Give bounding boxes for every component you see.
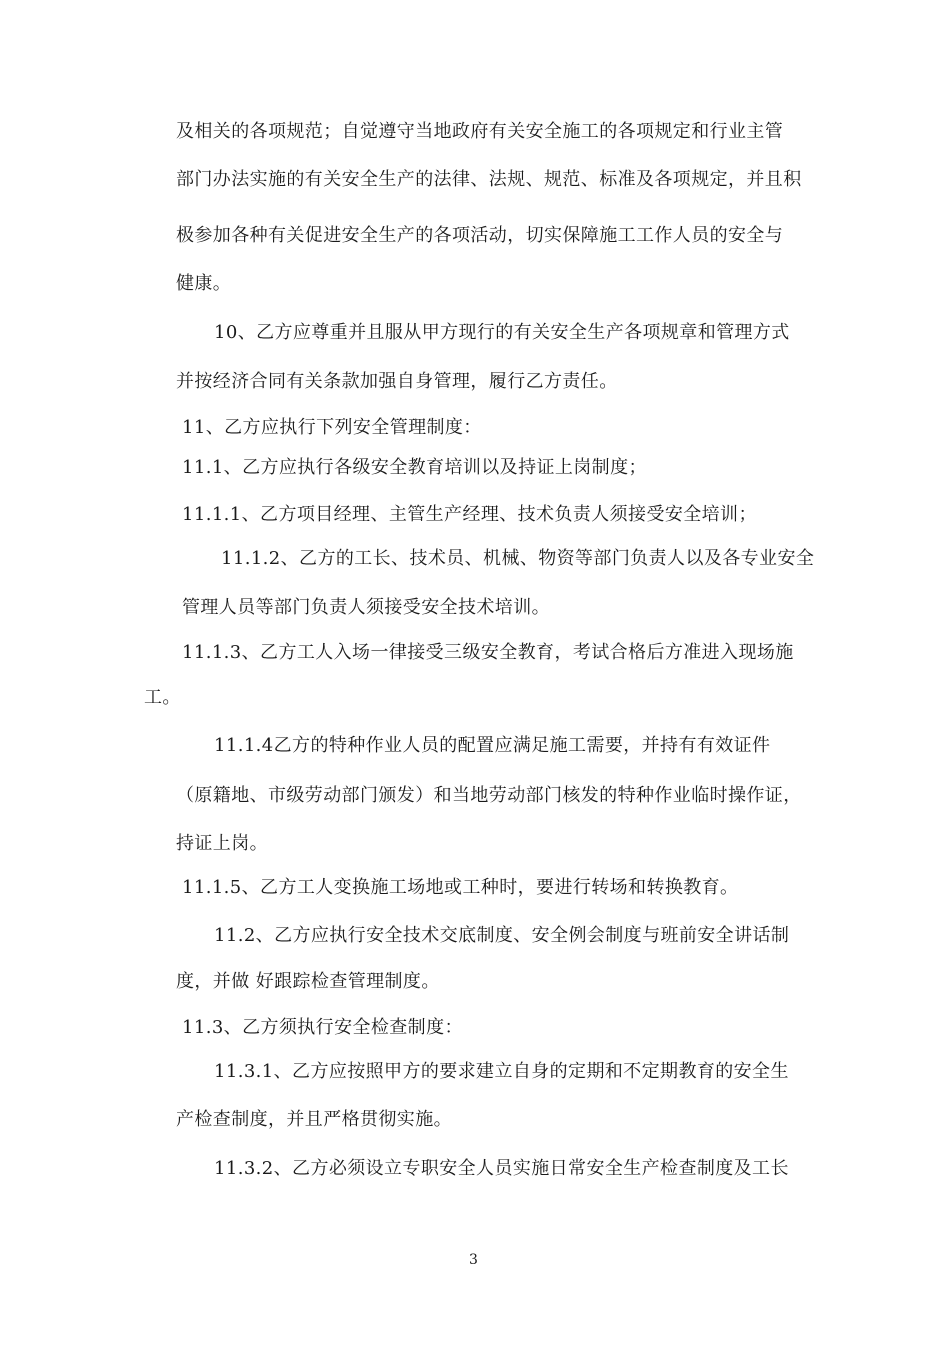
text-line: 极参加各种有关促进安全生产的各项活动，切实保障施工工作人员的安全与 (176, 225, 784, 246)
text-line: 11.3.2、乙方必须设立专职安全人员实施日常安全生产检查制度及工长 (214, 1158, 789, 1179)
text-line: 11.1.2、乙方的工长、技术员、机械、物资等部门负责人以及各专业安全 (221, 548, 815, 569)
text-line: 产检查制度，并且严格贯彻实施。 (176, 1109, 452, 1130)
text-line: 及相关的各项规范；自觉遵守当地政府有关安全施工的各项规定和行业主管 (176, 121, 784, 142)
text-line: 11.1.1、乙方项目经理、主管生产经理、技术负责人须接受安全培训； (182, 504, 757, 525)
text-line: 健康。 (176, 273, 232, 294)
text-line: 11.3.1、乙方应按照甲方的要求建立自身的定期和不定期教育的安全生 (214, 1061, 789, 1082)
text-line: 管理人员等部门负责人须接受安全技术培训。 (182, 597, 550, 618)
text-line: 11.1.3、乙方工人入场一律接受三级安全教育，考试合格后方准进入现场施 (182, 642, 794, 663)
text-line: 11.1、乙方应执行各级安全教育培训以及持证上岗制度； (182, 457, 647, 478)
text-line: 11.3、乙方须执行安全检查制度： (182, 1017, 463, 1038)
text-line: 部门办法实施的有关安全生产的法律、法规、规范、标准及各项规定，并且积 (176, 169, 802, 190)
text-line: （原籍地、市级劳动部门颁发）和当地劳动部门核发的特种作业临时操作证， (176, 785, 802, 806)
text-line: 10、乙方应尊重并且服从甲方现行的有关安全生产各项规章和管理方式 (214, 322, 790, 343)
text-line: 11.1.4乙方的特种作业人员的配置应满足施工需要，并持有有效证件 (214, 735, 771, 756)
text-line: 11.2、乙方应执行安全技术交底制度、安全例会制度与班前安全讲话制 (214, 925, 790, 946)
text-line: 并按经济合同有关条款加强自身管理，履行乙方责任。 (176, 371, 618, 392)
text-line: 持证上岗。 (176, 833, 268, 854)
text-line: 11、乙方应执行下列安全管理制度： (182, 417, 482, 438)
text-line: 11.1.5、乙方工人变换施工场地或工种时，要进行转场和转换教育。 (182, 877, 739, 898)
page-number: 3 (469, 1252, 478, 1268)
text-line: 工。 (144, 687, 181, 708)
text-line: 度，并做 好跟踪检查管理制度。 (176, 971, 440, 992)
